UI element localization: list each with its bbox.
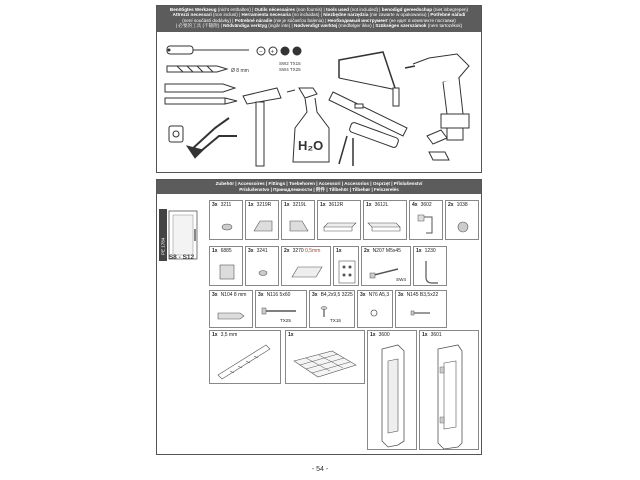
accessory-cell: 1x	[333, 246, 359, 286]
drill-bit-icon	[167, 66, 227, 72]
tools-header-line-3: (není součástí dodávky) | Potrebné náradie (nie je súčasťou balenia) | Необходимый инструмент (не идет в комплекте поставки)	[182, 17, 456, 23]
cordless-drill-icon	[405, 54, 469, 140]
protective-pads-icon	[286, 331, 366, 385]
profile-right-icon	[318, 201, 362, 241]
accessory-cell: 1x 3,5 mm	[209, 330, 281, 384]
profile-left-icon	[364, 201, 408, 241]
accessory-cell: 1x 6885	[209, 246, 243, 286]
accessories-header	[157, 180, 481, 194]
accessory-cell: 3x N104 8 mm	[209, 290, 253, 328]
bracket-icon	[410, 201, 444, 241]
pliers-icon	[187, 118, 237, 158]
block-icon	[210, 247, 244, 287]
drill-diameter-label: Ø 8 mm	[231, 68, 249, 74]
accessory-cell: 1x	[285, 330, 365, 384]
handle-profile-icon	[368, 331, 418, 451]
page-number: - 54 -	[311, 466, 329, 473]
accessory-cell: 3x B4,2x9,5 3225 TX15	[309, 290, 355, 328]
tools-header-line-1: Benötigtes Werkzeug (nicht enthalten) | Outils nécessaires (non fournis) | tools used (not included) | benodigd gereedschap (niet inbegrepen)	[169, 7, 469, 12]
tools-header	[157, 6, 481, 32]
accessory-cell: 1x 3600	[367, 330, 417, 450]
minus-symbol: −	[259, 49, 263, 56]
tools-illustration	[157, 32, 481, 172]
hook-icon	[414, 247, 448, 287]
hammer-icon	[243, 88, 281, 166]
vertical-model-code: PE 1784	[160, 237, 166, 255]
utility-knife-icon	[165, 84, 237, 104]
cap-icon	[210, 201, 244, 241]
plus-symbol: +	[270, 49, 275, 56]
accessory-cell: 1x 3219R	[245, 200, 279, 240]
screwdriver-icon	[167, 46, 249, 54]
small-screw-icon	[310, 291, 356, 329]
accessory-cell: 1x 3219L	[281, 200, 315, 240]
accessory-cell: 2x N207 M5x45 SW4	[361, 246, 411, 286]
accessories-header-line-1: Zubehör | Accessoires | Fittings | Toebehoren | Accessori | Accesorios | Osprzęt | Příslušenství	[215, 181, 423, 186]
self-tapping-screw-icon	[396, 291, 448, 329]
tape-measure-icon	[169, 126, 183, 142]
accessory-cell: 3x N116 5x60 TX25	[255, 290, 307, 328]
accessory-cell: 4x 3602	[409, 200, 443, 240]
accessory-cell: 1x 3601	[419, 330, 479, 450]
tools-header-line-4: | 必要的工具 (不随附) | Nödvändiga verktyg (ingår inte) | Nødvendigt værktøj (medfølger ikke) | Szükséges szerszámok (nem tartozékok)	[175, 23, 463, 29]
template-sheet-icon	[334, 247, 360, 287]
accessory-cell: 1x 1230	[413, 246, 447, 286]
spacer-plate-icon	[282, 247, 332, 287]
bit-sizes-1: SW2 TX15	[279, 61, 301, 66]
accessory-cell: 1x 3612L	[363, 200, 407, 240]
tools-required-panel	[156, 5, 482, 173]
wood-screw-icon	[256, 291, 308, 329]
accessory-cell: 1x 3612R	[317, 200, 361, 240]
water-label: H₂O	[298, 138, 324, 153]
model-label: S8 - S12	[168, 254, 195, 261]
accessory-cell: 3x 3241	[245, 246, 279, 286]
screwdriver-bits-icon	[257, 47, 301, 55]
washer-icon	[358, 291, 394, 329]
door-handle-icon	[420, 331, 480, 451]
accessory-cell: 2x 1038	[445, 200, 479, 240]
bit-sizes-2: SW4 TX25	[279, 67, 301, 72]
wall-plug-icon	[210, 291, 254, 329]
accessory-cell: 3x N145 B3,5x22	[395, 290, 447, 328]
small-clip-icon	[246, 247, 280, 287]
accessory-cell: 3x N76 A5,3	[357, 290, 393, 328]
disc-icon	[446, 201, 480, 241]
accessories-panel	[156, 179, 482, 455]
accessory-cell: 2x 3270 0,5mm	[281, 246, 331, 286]
drill-accessory-icon	[427, 130, 449, 160]
tools-header-line-2: Attrezzi necessari (non inclusi) | Herramienta necesaria (no incluidas) | Niezbędne narzędzia (nie zawarte w opakowaniu) | Potřebné nářadí	[172, 12, 466, 18]
hacksaw-icon	[339, 52, 399, 106]
drill-bit-accessory-icon	[210, 331, 282, 385]
accessory-cell: 3x 3211	[209, 200, 243, 240]
hinge-cover-right-icon	[246, 201, 280, 241]
accessories-header-line-2: Príslušenstvo | Принадлежности | 附件 | Tillbehör | Tilbehør | Felszerelés	[239, 187, 399, 192]
hinge-cover-left-icon	[282, 201, 316, 241]
